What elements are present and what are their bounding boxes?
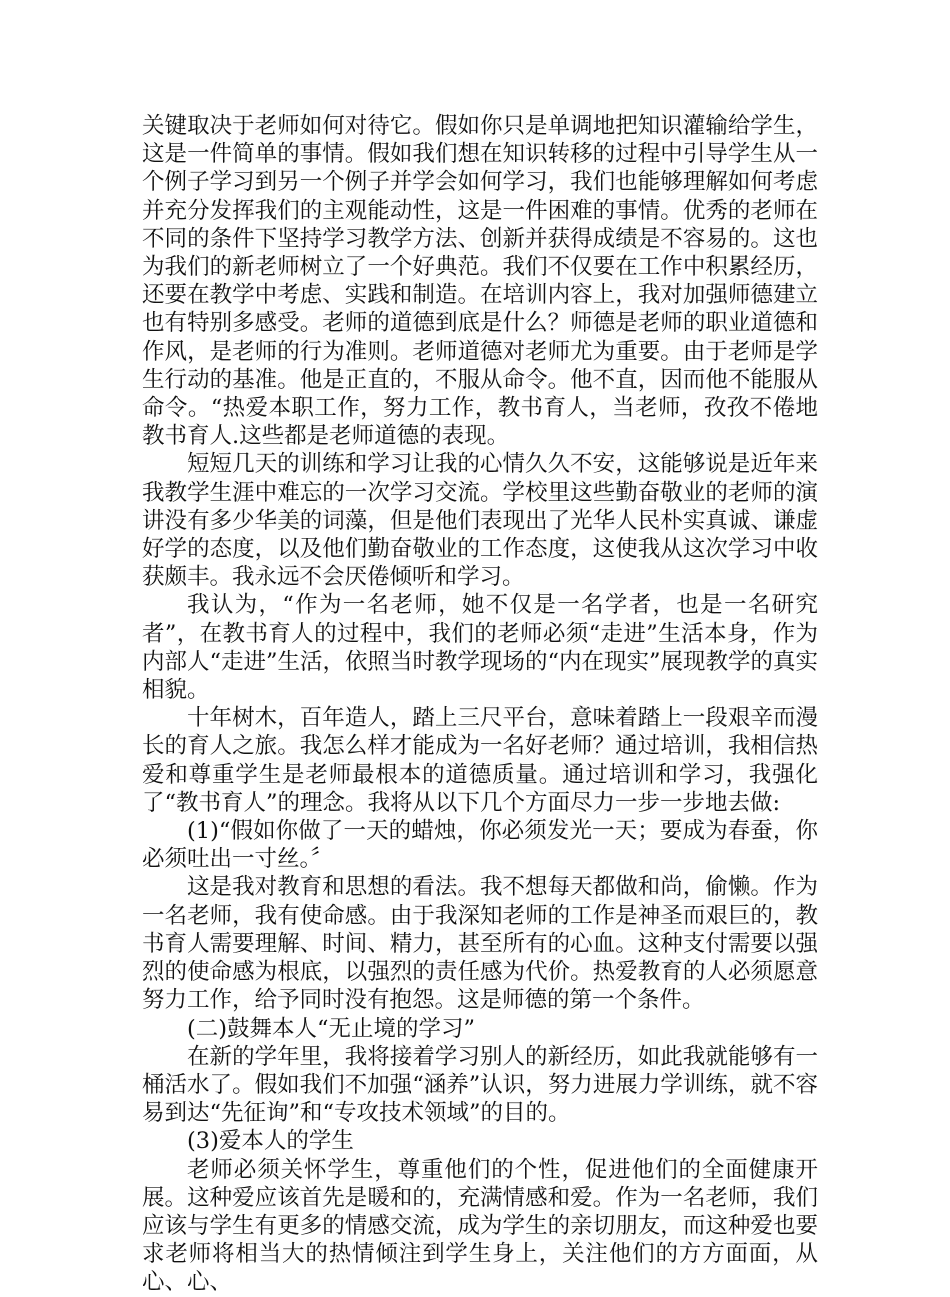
section-heading-2: (二)鼓舞本人“无止境的学习” <box>187 1015 476 1042</box>
paragraph-4: 十年树木，百年造人，踏上三尺平台，意味着踏上一段艰辛而漫长的育人之旅。我怎么样才能成为一名好老师？通过培训，我相信热爱和尊重学生是老师最根本的道德质量。通过培训和学习，我强化了“教书育人”的理念。我将从以下几个方面尽力一步一步地去做: <box>142 705 818 816</box>
paragraph-3: 我认为，“作为一名老师，她不仅是一名学者，也是一名研究者”，在教书育人的过程中，我们的老师必须“走进”生活本身，作为内部人“走进”生活，依照当时教学现场的“内在现实”展现教学的真实相貌。 <box>142 592 819 704</box>
paragraph-2: 短短几天的训练和学习让我的心情久久不安，这能够说是近年来我教学生涯中难忘的一次学习交流。学校里这些勤奋敬业的老师的演讲没有多少华美的词藻，但是他们表现出了光华人民朴实真诚、谦虚好学的态度，以及他们勤奋敬业的工作态度，这使我从这次学习中收获颇丰。我永远不会厌倦倾听和学习。 <box>142 451 818 591</box>
paragraph-5: (1)“假如你做了一天的蜡烛，你必须发光一天；要成为春蚕，你必须吐出一寸丝。〞 <box>142 818 818 873</box>
document-page <box>142 112 818 1297</box>
section-heading-3: (3)爱本人的学生 <box>187 1128 354 1155</box>
paragraph-10: 老师必须关怀学生，尊重他们的个性，促进他们的全面健康开展。这种爱应该首先是暖和的，充满情感和爱。作为一名老师，我们应该与学生有更多的情感交流，成为学生的亲切朋友，而这种爱也要求老师将相当大的热情倾注到学生身上，关注他们的方方面面，从心、心、 <box>142 1156 818 1296</box>
paragraph-8: 在新的学年里，我将接着学习别人的新经历，如此我就能够有一桶活水了。假如我们不加强“涵养”认识，努力进展力学训练，就不容易到达“先征询”和“专攻技术领域”的目的。 <box>142 1043 818 1127</box>
paragraph-1: 关键取决于老师如何对待它。假如你只是单调地把知识灌输给学生，这是一件简单的事情。假如我们想在知识转移的过程中引导学生从一个例子学习到另一个例子并学会如何学习，我们也能够理解如何考虑并充分发挥我们的主观能动性，这是一件困难的事情。优秀的老师在不同的条件下坚持学习教学方法、创新并获得成绩是不容易的。这也为我们的新老师树立了一个好典范。我们不仅要在工作中积累经历，还要在教学中考虑、实践和制造。在培训内容上，我对加强师德建立也有特别多感受。老师的道德到底是什么？师德是老师的职业道德和作风，是老师的行为准则。老师道德对老师尤为重要。由于老师是学生行动的基准。他是正直的，不服从命令。他不直，因而他不能服从命令。“热爱本职工作，努力工作，教书育人，当老师，孜孜不倦地教书育人.这些都是老师道德的表现。 <box>142 113 818 450</box>
paragraph-6: 这是我对教育和思想的看法。我不想每天都做和尚，偷懒。作为一名老师，我有使命感。由于我深知老师的工作是神圣而艰巨的，教书育人需要理解、时间、精力，甚至所有的心血。这种支付需要以强烈的使命感为根底，以强烈的责任感为代价。热爱教育的人必须愿意努力工作，给予同时没有抱怨。这是师德的第一个条件。 <box>142 874 818 1014</box>
